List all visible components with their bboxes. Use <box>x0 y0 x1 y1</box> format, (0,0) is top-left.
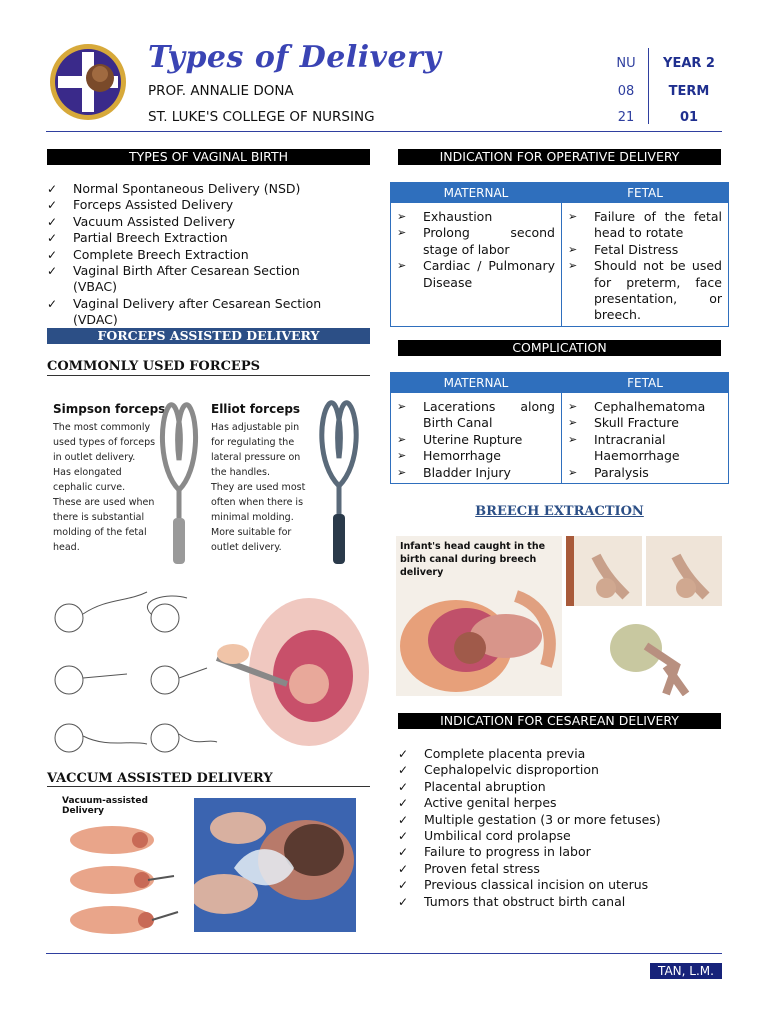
school-logo <box>50 44 126 120</box>
list-item: ➢ Lacerations along Birth Canal <box>397 399 555 432</box>
breech-photos <box>566 536 722 696</box>
list-item: ✓ Partial Breech Extraction <box>47 230 347 246</box>
simpson-notes <box>53 420 157 555</box>
cesarean-list <box>398 746 721 910</box>
forceps-subheading: COMMONLY USED FORCEPS <box>47 359 260 374</box>
cesarean-heading: INDICATION FOR CESAREAN DELIVERY <box>398 713 721 729</box>
list-item: ➢ Skull Fracture <box>568 415 722 431</box>
vaginal-birth-heading: TYPES OF VAGINAL BIRTH <box>47 149 370 165</box>
breech-diagram-caption: Infant's head caught in the birth canal during breech delivery <box>400 541 546 578</box>
list-item: ✓ Normal Spontaneous Delivery (NSD) <box>47 181 347 197</box>
complication-fetal-cell <box>562 393 729 484</box>
vaginal-birth-list <box>47 181 347 329</box>
vacuum-rule <box>47 786 370 787</box>
college-name: ST. LUKE'S COLLEGE OF NURSING <box>148 109 375 125</box>
list-item: ✓ Placental abruption <box>398 779 721 795</box>
course-code-2: 08 <box>617 84 635 99</box>
maternal-column-header: MATERNAL <box>391 373 562 393</box>
vacuum-diagram <box>62 796 182 932</box>
course-code-3: 21 <box>617 110 635 125</box>
forceps-figure <box>47 384 370 584</box>
list-item: ➢ Failure of the fetal head to rotate <box>568 209 722 242</box>
operative-fetal-cell <box>562 203 729 327</box>
simpson-forceps-image <box>155 400 203 570</box>
simpson-note: The most commonly used types of forceps in outlet delivery. <box>53 422 156 463</box>
list-item: ✓ Vaginal Birth After Cesarean Section (VBAC) <box>47 263 347 296</box>
simpson-title: Simpson forceps <box>53 402 166 416</box>
operative-table <box>390 182 729 327</box>
list-item: ➢ Hemorrhage <box>397 448 555 464</box>
list-item: ✓ Cephalopelvic disproportion <box>398 762 721 778</box>
vacuum-photo <box>194 798 356 932</box>
list-item: ➢ Cephalhematoma <box>568 399 722 415</box>
term-label: TERM <box>668 84 710 99</box>
vacuum-heading: VACCUM ASSISTED DELIVERY <box>47 771 273 786</box>
forceps-application-figure <box>47 588 370 764</box>
list-item: ✓ Forceps Assisted Delivery <box>47 197 347 213</box>
elliot-forceps-image <box>313 398 365 570</box>
simpson-note: Has elongated cephalic curve. <box>53 467 126 493</box>
elliot-note: They are used most often when there is minimal molding. <box>211 482 306 523</box>
list-item: ➢ Exhaustion <box>397 209 555 225</box>
list-item: ✓ Tumors that obstruct birth canal <box>398 894 721 910</box>
list-item: ➢ Cardiac / Pulmonary Disease <box>397 258 555 291</box>
complication-table <box>390 372 729 484</box>
header-rule <box>46 131 722 132</box>
list-item: ➢ Fetal Distress <box>568 242 722 258</box>
header-divider <box>648 48 649 124</box>
breech-diagram <box>396 536 562 696</box>
list-item: ✓ Vaginal Delivery after Cesarean Section (VDAC) <box>47 296 347 329</box>
forceps-heading: FORCEPS ASSISTED DELIVERY <box>47 328 370 344</box>
vacuum-diagram-caption: Vacuum-assisted Delivery <box>62 796 148 816</box>
list-item: ➢ Uterine Rupture <box>397 432 555 448</box>
fetal-column-header: FETAL <box>562 373 729 393</box>
list-item: ➢ Bladder Injury <box>397 465 555 481</box>
list-item: ➢ Intracranial Haemorrhage <box>568 432 722 465</box>
breech-heading: BREECH EXTRACTION <box>475 504 644 519</box>
course-code-1: NU <box>616 56 636 71</box>
forceps-rule <box>47 375 370 376</box>
list-item: ➢ Prolong second stage of labor <box>397 225 555 258</box>
year-label: YEAR 2 <box>663 56 715 71</box>
complication-maternal-cell <box>391 393 562 484</box>
elliot-note: Has adjustable pin for regulating the lateral pressure on the handles. <box>211 422 301 478</box>
operative-maternal-cell <box>391 203 562 327</box>
term-number: 01 <box>679 110 699 125</box>
elliot-title: Elliot forceps <box>211 402 301 416</box>
fetal-column-header: FETAL <box>562 183 729 203</box>
simpson-note: These are used when there is substantial molding of the fetal head. <box>53 497 155 553</box>
list-item: ✓ Multiple gestation (3 or more fetuses) <box>398 812 721 828</box>
list-item: ✓ Failure to progress in labor <box>398 844 721 860</box>
elliot-note: More suitable for outlet delivery. <box>211 527 292 553</box>
list-item: ➢ Paralysis <box>568 465 722 481</box>
list-item: ✓ Vacuum Assisted Delivery <box>47 214 347 230</box>
list-item: ✓ Previous classical incision on uterus <box>398 877 721 893</box>
elliot-notes <box>211 420 309 555</box>
list-item: ➢ Should not be used for preterm, face presentation, or breech. <box>568 258 722 324</box>
list-item: ✓ Active genital herpes <box>398 795 721 811</box>
list-item: ✓ Proven fetal stress <box>398 861 721 877</box>
list-item: ✓ Complete placenta previa <box>398 746 721 762</box>
operative-heading: INDICATION FOR OPERATIVE DELIVERY <box>398 149 721 165</box>
maternal-column-header: MATERNAL <box>391 183 562 203</box>
footer-rule <box>46 953 722 954</box>
page-title: Types of Delivery <box>148 40 442 75</box>
list-item: ✓ Umbilical cord prolapse <box>398 828 721 844</box>
complication-heading: COMPLICATION <box>398 340 721 356</box>
professor-name: PROF. ANNALIE DONA <box>148 83 294 99</box>
author-badge: TAN, L.M. <box>650 963 722 979</box>
list-item: ✓ Complete Breech Extraction <box>47 247 347 263</box>
